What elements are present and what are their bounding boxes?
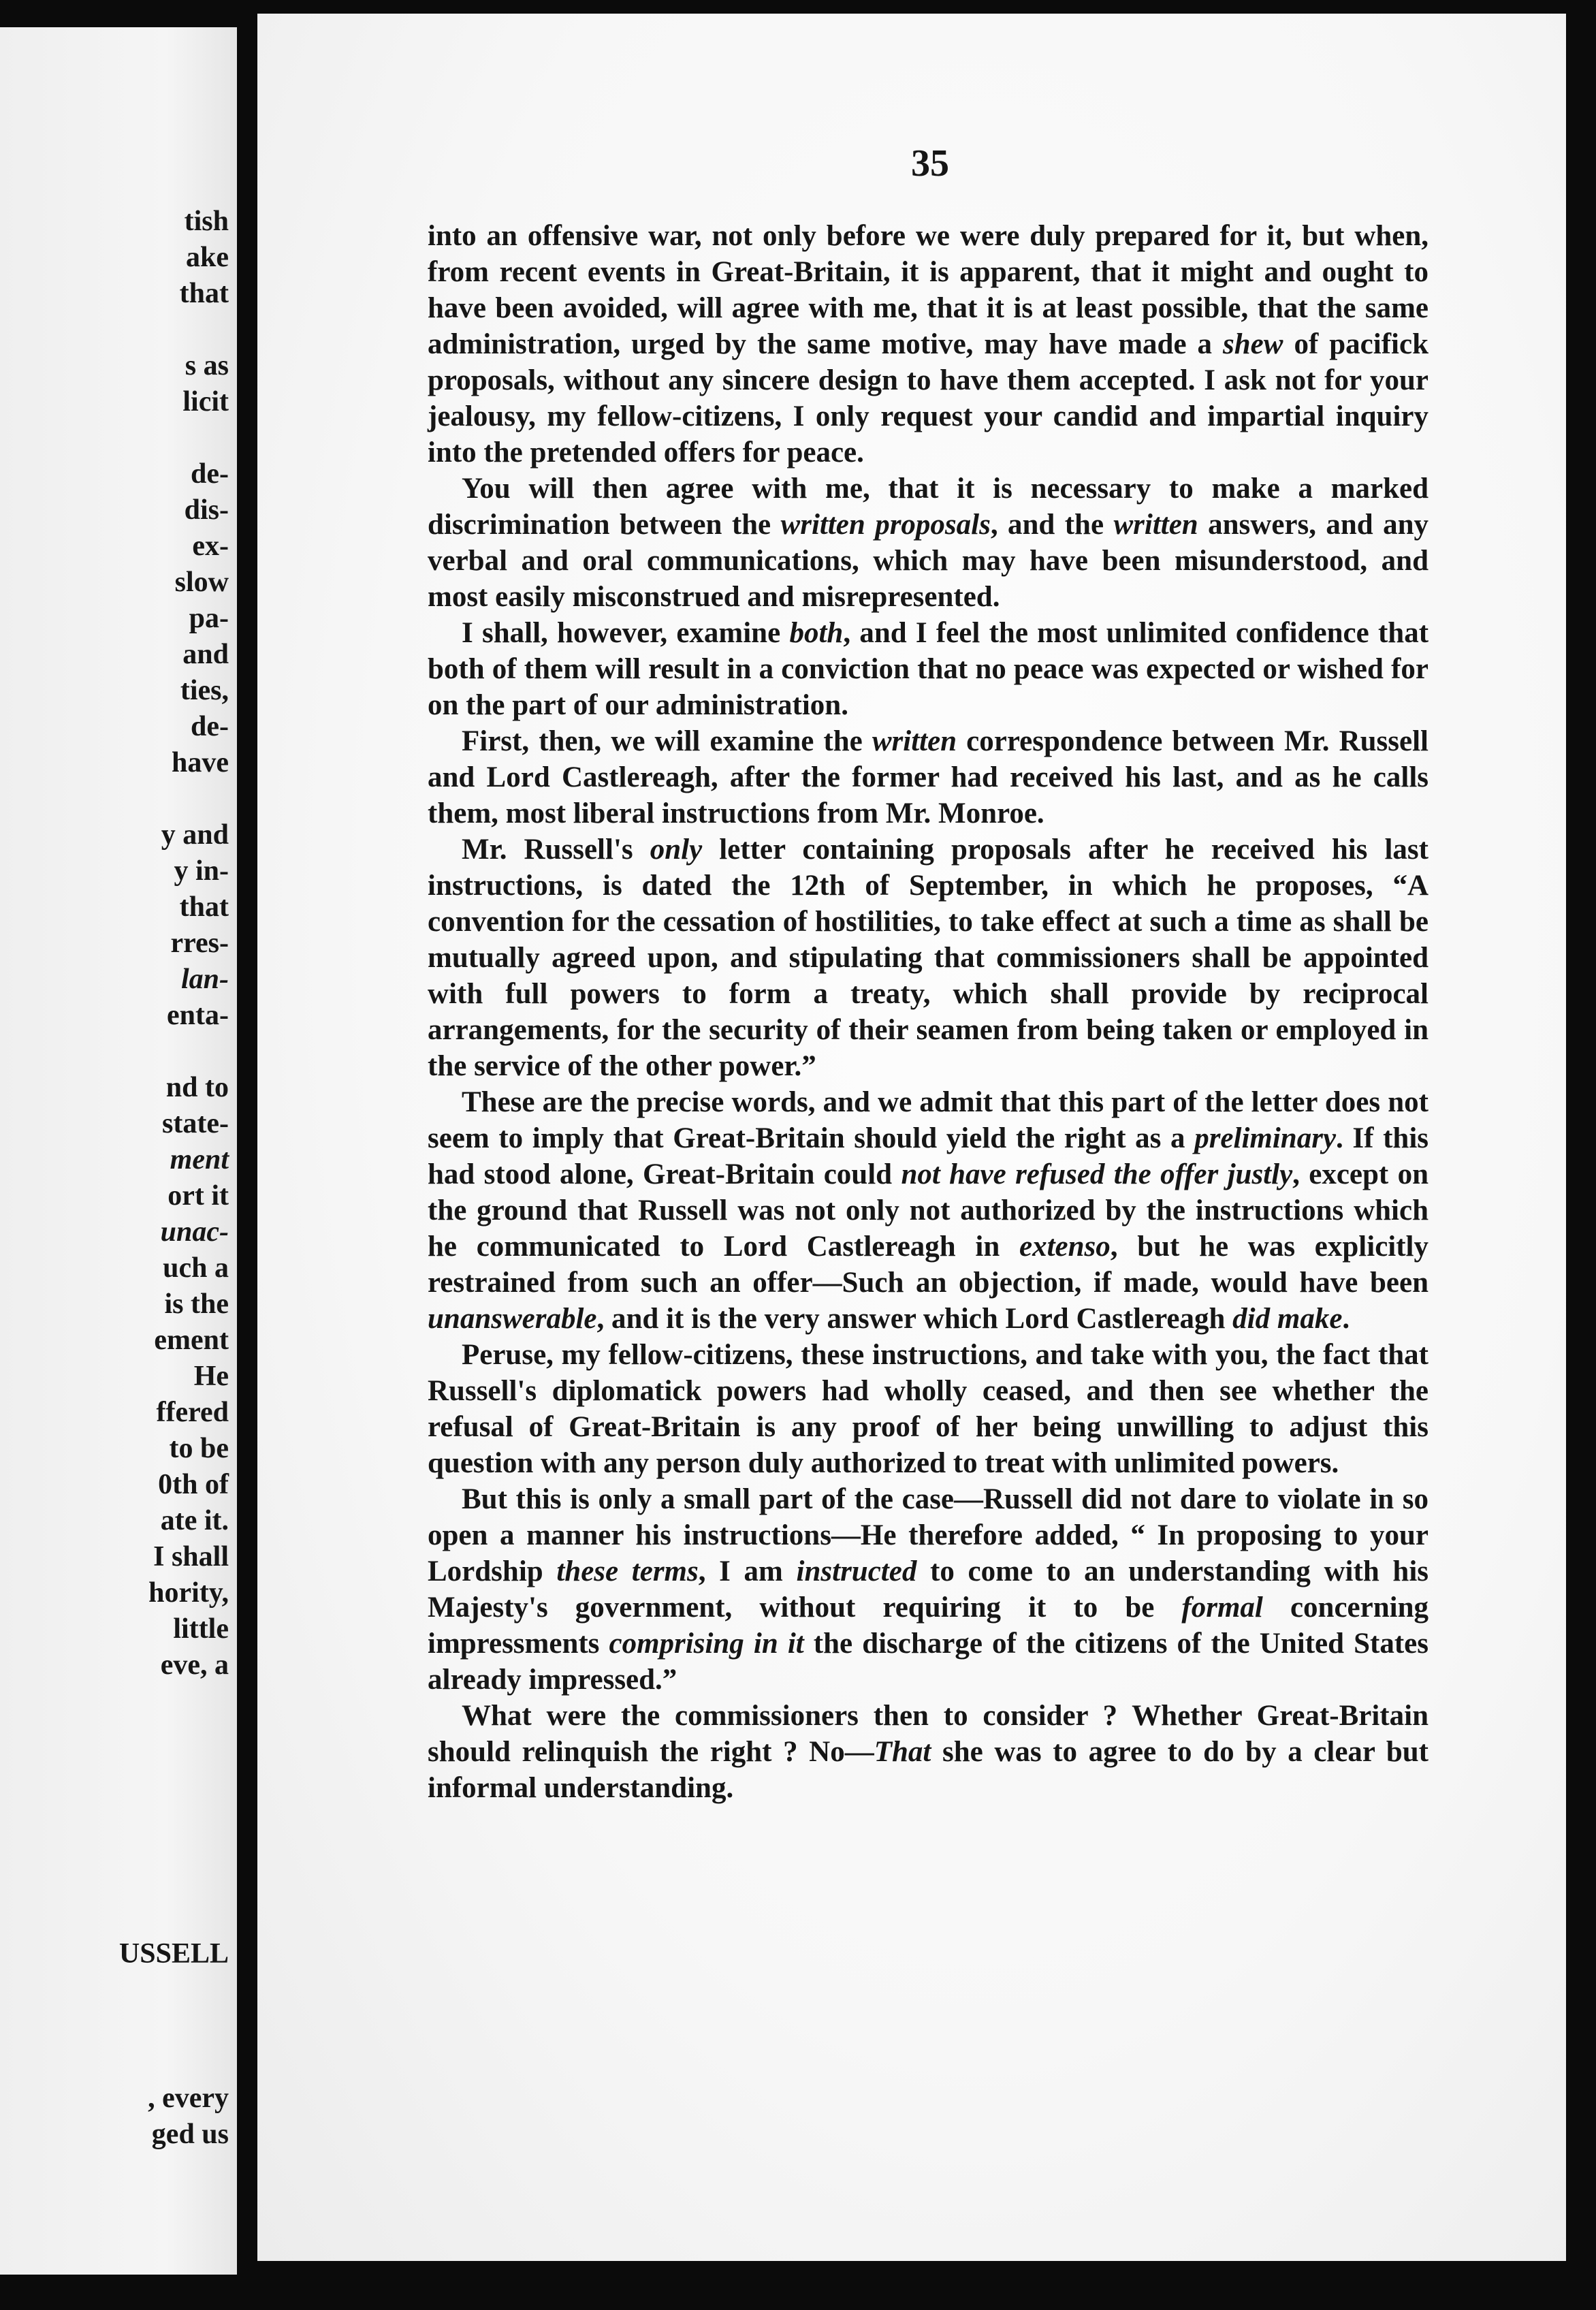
facing-page-line: licit xyxy=(182,386,229,417)
facing-page-line: lan- xyxy=(180,964,229,995)
paragraph xyxy=(428,615,1429,723)
text-run: of pacifick proposals, without any sincere design to have them accepted. I ask not for your jealousy, my fellow-citizens, I only request your candid and impartial inquiry into the pretended offers for peace. xyxy=(428,328,1429,469)
facing-page-line: to be xyxy=(169,1433,229,1464)
italic-text-run: these terms xyxy=(556,1555,699,1587)
text-run: , except on the ground that Russell was not only not authorized by the instructions which he communicated to Lord Castlereagh in xyxy=(428,1158,1429,1263)
paragraph xyxy=(428,218,1429,471)
italic-text-run: preliminary xyxy=(1194,1122,1337,1154)
facing-page-line: ement xyxy=(154,1325,229,1356)
italic-text-run: did make xyxy=(1232,1303,1343,1335)
paragraph xyxy=(428,1481,1429,1698)
facing-page-line: that xyxy=(179,891,229,923)
paragraph xyxy=(428,723,1429,832)
page-number: 35 xyxy=(911,142,949,185)
facing-page-line: I shall xyxy=(153,1541,229,1572)
italic-text-run: written xyxy=(872,725,957,757)
body-text xyxy=(428,218,1429,1806)
text-run: , but he was explicitly restrained from such an offer—Such an objection, if made, would have been xyxy=(428,1231,1429,1299)
text-run: to come to an understanding with his Majesty's government, without requiring it to be xyxy=(428,1555,1429,1624)
text-run: But this is only a small part of the case—Russell did not dare to violate in so open a manner his instructions—He therefore added, “ In proposing to your Lordship xyxy=(428,1483,1429,1587)
facing-page-line: slow xyxy=(174,567,229,598)
facing-page-line: , every xyxy=(148,2083,229,2114)
text-run: , and the xyxy=(990,509,1114,541)
paragraph xyxy=(428,1337,1429,1481)
text-run: correspondence between Mr. Russell and Lord Castlereagh, after the former had received his last, and as he calls them, most liberal instructions from Mr. Monroe. xyxy=(428,725,1429,829)
italic-text-run: unanswerable xyxy=(428,1303,597,1335)
italic-text-run: That xyxy=(874,1736,931,1768)
text-run: , and I feel the most unlimited confidence that both of them will result in a conviction that no peace was expected or wished for on the part of our administration. xyxy=(428,617,1429,721)
italic-text-run: both xyxy=(789,617,844,649)
text-run: concerning impressments xyxy=(428,1592,1429,1660)
facing-page-line: uch a xyxy=(163,1252,229,1284)
facing-page-line: ate it. xyxy=(160,1505,229,1536)
italic-text-run: formal xyxy=(1181,1592,1263,1624)
text-run: Mr. Russell's xyxy=(462,834,650,866)
facing-page-line: that xyxy=(179,278,229,309)
italic-text-run: only xyxy=(650,834,703,866)
facing-page-line: y in- xyxy=(174,855,229,887)
text-run: , and it is the very answer which Lord Castlereagh xyxy=(596,1303,1233,1335)
italic-text-run: written proposals xyxy=(780,509,991,541)
text-run: letter containing proposals after he received his last instructions, is dated the 12th of September, in which he proposes, “A convention for the cessation of hostilities, to take effect at such a time as shall be mutually agreed upon, and stipulating that commissioners shall be appointed with full powers to form a treaty, which shall provide by reciprocal arrangements, for the security of their seamen from being taken or employed in the service of the other power.” xyxy=(428,834,1429,1082)
text-run: Peruse, my fellow-citizens, these instructions, and take with you, the fact that Russell's diplomatick powers had wholly ceased, and then see whether the refusal of Great-Britain is any proof of her being unwilling to adjust this question with any person duly authorized to treat with unlimited powers. xyxy=(428,1339,1429,1479)
facing-page-line: de- xyxy=(191,711,229,742)
italic-text-run: instructed xyxy=(796,1555,917,1587)
italic-text-run: comprising in it xyxy=(609,1628,804,1660)
paragraph xyxy=(428,471,1429,615)
text-run: First, then, we will examine the xyxy=(462,725,872,757)
facing-page-line: and xyxy=(182,639,229,670)
facing-page-line: is the xyxy=(164,1288,229,1320)
facing-page-line: enta- xyxy=(167,1000,229,1031)
facing-page-line: have xyxy=(172,747,229,778)
italic-text-run: extenso xyxy=(1019,1231,1111,1263)
facing-page-line: ties, xyxy=(180,675,229,706)
text-run: into an offensive war, not only before we were duly prepared for it, but when, from recent events in Great-Britain, it is apparent, that it might and ought to have been avoided, will agree with me, that it is at least possible, that the same administration, urged by the same motive, may have made a xyxy=(428,220,1429,360)
facing-page-line: hority, xyxy=(148,1577,229,1609)
facing-page-line: ort it xyxy=(167,1180,229,1212)
facing-page-line: ake xyxy=(186,242,229,273)
text-run: I shall, however, examine xyxy=(462,617,790,649)
text-run: You will then agree with me, that it is necessary to make a marked discrimination between the xyxy=(428,473,1429,541)
facing-page-line: USSELL xyxy=(118,1938,229,1969)
facing-page-line: pa- xyxy=(189,603,229,634)
facing-page-line: ged us xyxy=(151,2119,229,2150)
book-gutter xyxy=(237,20,257,2309)
facing-page-line: rres- xyxy=(170,928,229,959)
italic-text-run: shew xyxy=(1223,328,1283,360)
facing-page-line: y and xyxy=(161,819,229,851)
text-run: , I am xyxy=(698,1555,797,1587)
facing-page-line: nd to xyxy=(165,1072,229,1103)
text-run: These are the precise words, and we admit that this part of the letter does not seem to imply that Great-Britain should yield the right as a xyxy=(428,1086,1429,1154)
facing-page-line: state- xyxy=(162,1108,229,1139)
facing-page-line: unac- xyxy=(160,1216,229,1248)
facing-page-line: 0th of xyxy=(158,1469,229,1500)
paragraph xyxy=(428,832,1429,1084)
paragraph xyxy=(428,1698,1429,1806)
text-run: the discharge of the citizens of the United States already impressed.” xyxy=(428,1628,1429,1696)
paragraph xyxy=(428,1084,1429,1337)
facing-page-line: s as xyxy=(185,350,229,381)
facing-page xyxy=(0,27,237,2275)
italic-text-run: not have refused the offer justly xyxy=(901,1158,1293,1190)
facing-page-line: little xyxy=(173,1613,229,1645)
facing-page-line: eve, a xyxy=(160,1649,229,1681)
facing-page-line: ment xyxy=(170,1144,229,1175)
facing-page-line: ex- xyxy=(192,531,229,562)
italic-text-run: written xyxy=(1113,509,1198,541)
text-run: she was to agree to do by a clear but informal understanding. xyxy=(428,1736,1429,1804)
text-run: What were the commissioners then to consider ? Whether Great-Britain should relinquish the right ? No— xyxy=(428,1700,1429,1768)
facing-page-line: He xyxy=(193,1361,229,1392)
facing-page-line: de- xyxy=(191,458,229,490)
text-run: answers, and any verbal and oral communications, which may have been misunderstood, and most easily misconstrued and misrepresented. xyxy=(428,509,1429,613)
text-run: . If this had stood alone, Great-Britain could xyxy=(428,1122,1429,1190)
main-page xyxy=(257,14,1566,2261)
facing-page-line: tish xyxy=(184,206,229,237)
text-run: . xyxy=(1342,1303,1350,1335)
facing-page-line: ffered xyxy=(156,1397,229,1428)
facing-page-line: dis- xyxy=(184,494,229,526)
